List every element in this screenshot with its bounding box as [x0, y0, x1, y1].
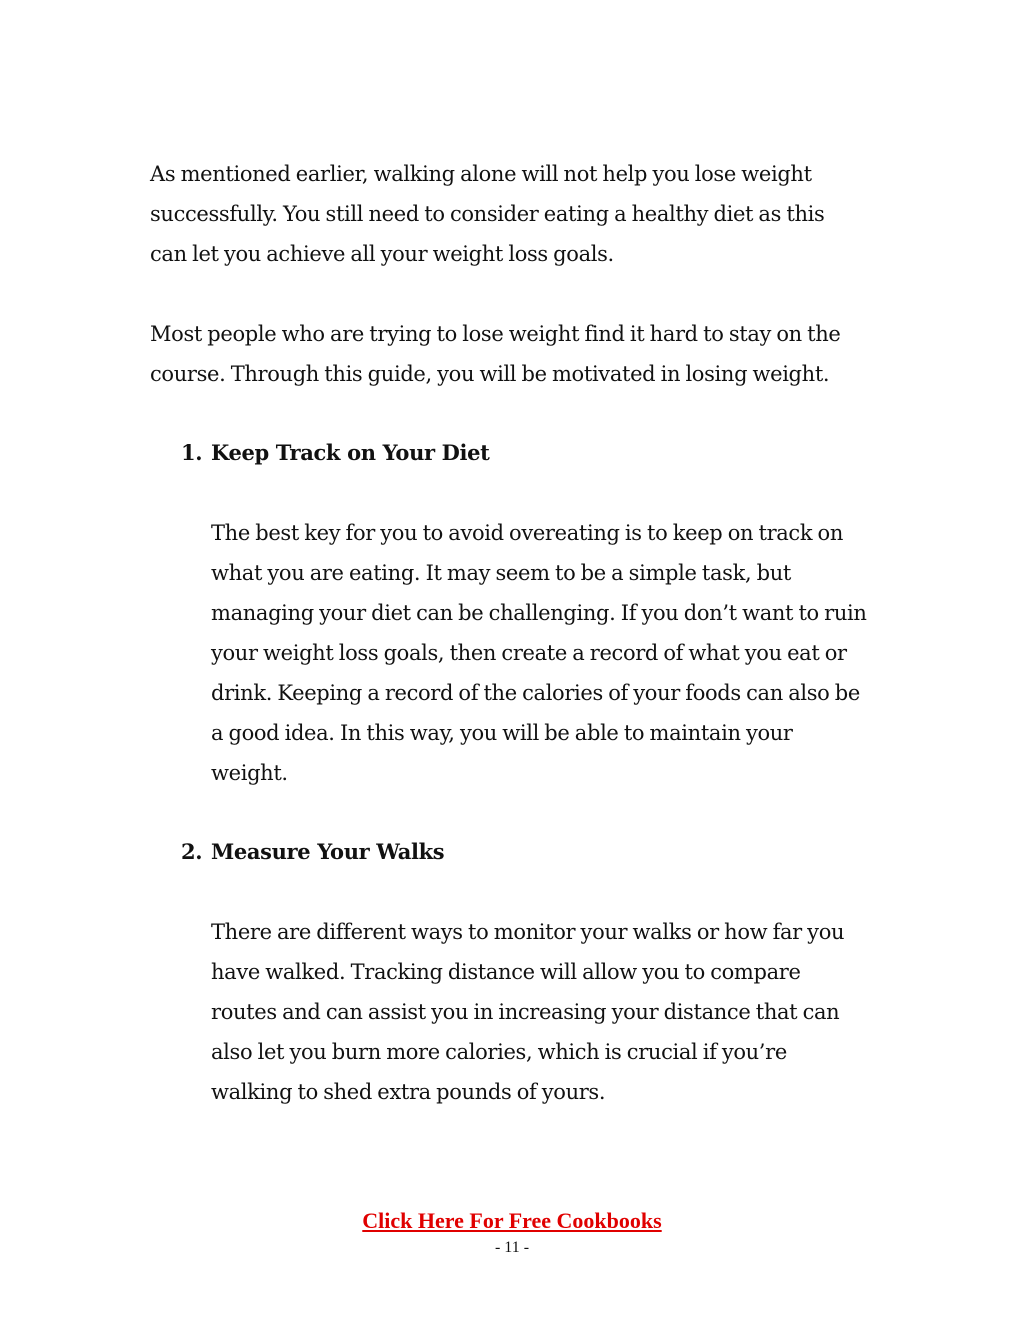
- intro-paragraph-2: [150, 314, 840, 394]
- text-line: a good idea. In this way, you will be able to maintain your: [211, 721, 793, 745]
- section-title: Measure Your Walks: [211, 839, 445, 864]
- text-line: have walked. Tracking distance will allow you to compare: [211, 960, 801, 984]
- text-line: drink. Keeping a record of the calories of your foods can also be: [211, 681, 860, 705]
- text-line: your weight loss goals, then create a record of what you eat or: [211, 641, 847, 665]
- text-line: As mentioned earlier, walking alone will not help you lose weight: [150, 162, 812, 186]
- free-cookbooks-link[interactable]: Click Here For Free Cookbooks: [362, 1208, 662, 1233]
- text-line: also let you burn more calories, which is crucial if you’re: [211, 1040, 787, 1064]
- section-number: 1.: [181, 440, 203, 465]
- text-line: walking to shed extra pounds of yours.: [211, 1080, 606, 1104]
- text-line: There are different ways to monitor your walks or how far you: [211, 920, 845, 944]
- section-heading-measure-walks: [181, 832, 444, 872]
- section-number: 2.: [181, 839, 203, 864]
- text-line: managing your diet can be challenging. If you don’t want to ruin: [211, 601, 867, 625]
- text-line: can let you achieve all your weight loss goals.: [150, 242, 614, 266]
- text-line: course. Through this guide, you will be motivated in losing weight.: [150, 362, 830, 386]
- section-body-keep-track: [211, 513, 867, 793]
- text-line: Most people who are trying to lose weight find it hard to stay on the: [150, 322, 841, 346]
- section-title: Keep Track on Your Diet: [211, 440, 490, 465]
- text-line: what you are eating. It may seem to be a simple task, but: [211, 561, 791, 585]
- section-body-measure-walks: [211, 912, 844, 1112]
- page-number: - 11 -: [494, 1239, 530, 1256]
- text-line: successfully. You still need to consider eating a healthy diet as this: [150, 202, 825, 226]
- intro-paragraph-1: [150, 154, 824, 274]
- text-line: The best key for you to avoid overeating is to keep on track on: [211, 521, 844, 545]
- section-heading-keep-track: [181, 433, 490, 473]
- text-line: routes and can assist you in increasing your distance that can: [211, 1000, 840, 1024]
- text-line: weight.: [211, 761, 288, 785]
